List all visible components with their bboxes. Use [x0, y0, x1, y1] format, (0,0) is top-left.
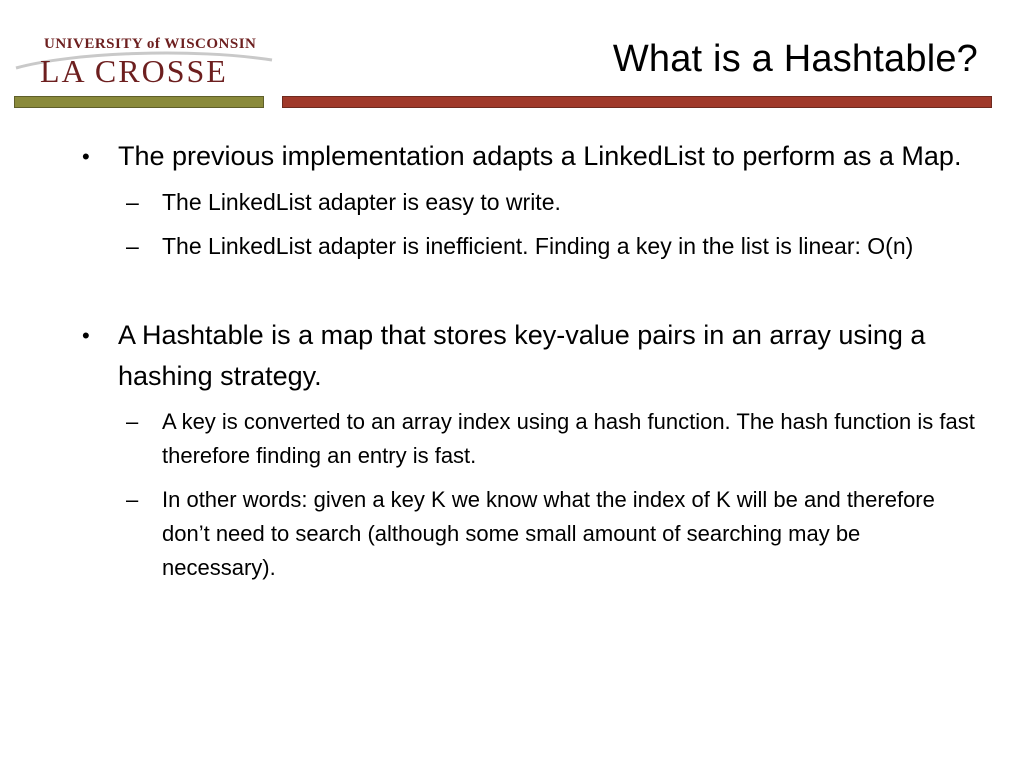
- slide-body: [76, 136, 976, 585]
- dash-icon: –: [126, 487, 139, 512]
- logo-line2: LA CROSSE: [40, 53, 228, 89]
- sub-bullet-text: In other words: given a key K we know what the index of K will be and therefore don’t need to search (although some small amount of searching may be necessary).: [162, 487, 935, 580]
- bullet-list: [76, 136, 976, 585]
- sub-bullet-text: A key is converted to an array index using a hash function. The hash function is fast therefore finding an entry is fast.: [162, 409, 975, 468]
- university-logo: [14, 30, 276, 92]
- bullet-text: The previous implementation adapts a LinkedList to perform as a Map.: [118, 141, 962, 171]
- sub-list-container: [76, 405, 976, 585]
- spacer: [76, 263, 976, 315]
- sub-bullet-item: [76, 229, 976, 263]
- sub-bullet-text: The LinkedList adapter is inefficient. Finding a key in the list is linear: O(n): [162, 233, 914, 259]
- sub-bullet-item: [76, 185, 976, 219]
- olive-divider-bar: [14, 96, 264, 108]
- dash-icon: –: [126, 233, 139, 259]
- slide-title: What is a Hashtable?: [612, 38, 978, 80]
- sub-bullet-item: [76, 405, 976, 473]
- bullet-item: [76, 315, 976, 397]
- bullet-icon: •: [82, 323, 90, 348]
- sub-bullet-list: [76, 185, 976, 263]
- sub-bullet-list: [76, 405, 976, 585]
- sub-bullet-item: [76, 483, 976, 585]
- bullet-icon: •: [82, 144, 90, 169]
- bullet-item: [76, 136, 976, 177]
- bullet-text: A Hashtable is a map that stores key-value pairs in an array using a hashing strategy.: [118, 320, 926, 391]
- dash-icon: –: [126, 189, 139, 215]
- sub-bullet-text: The LinkedList adapter is easy to write.: [162, 189, 561, 215]
- logo-line1: UNIVERSITY of WISCONSIN: [44, 36, 257, 52]
- sub-list-container: [76, 185, 976, 263]
- maroon-divider-bar: [282, 96, 992, 108]
- dash-icon: –: [126, 409, 139, 434]
